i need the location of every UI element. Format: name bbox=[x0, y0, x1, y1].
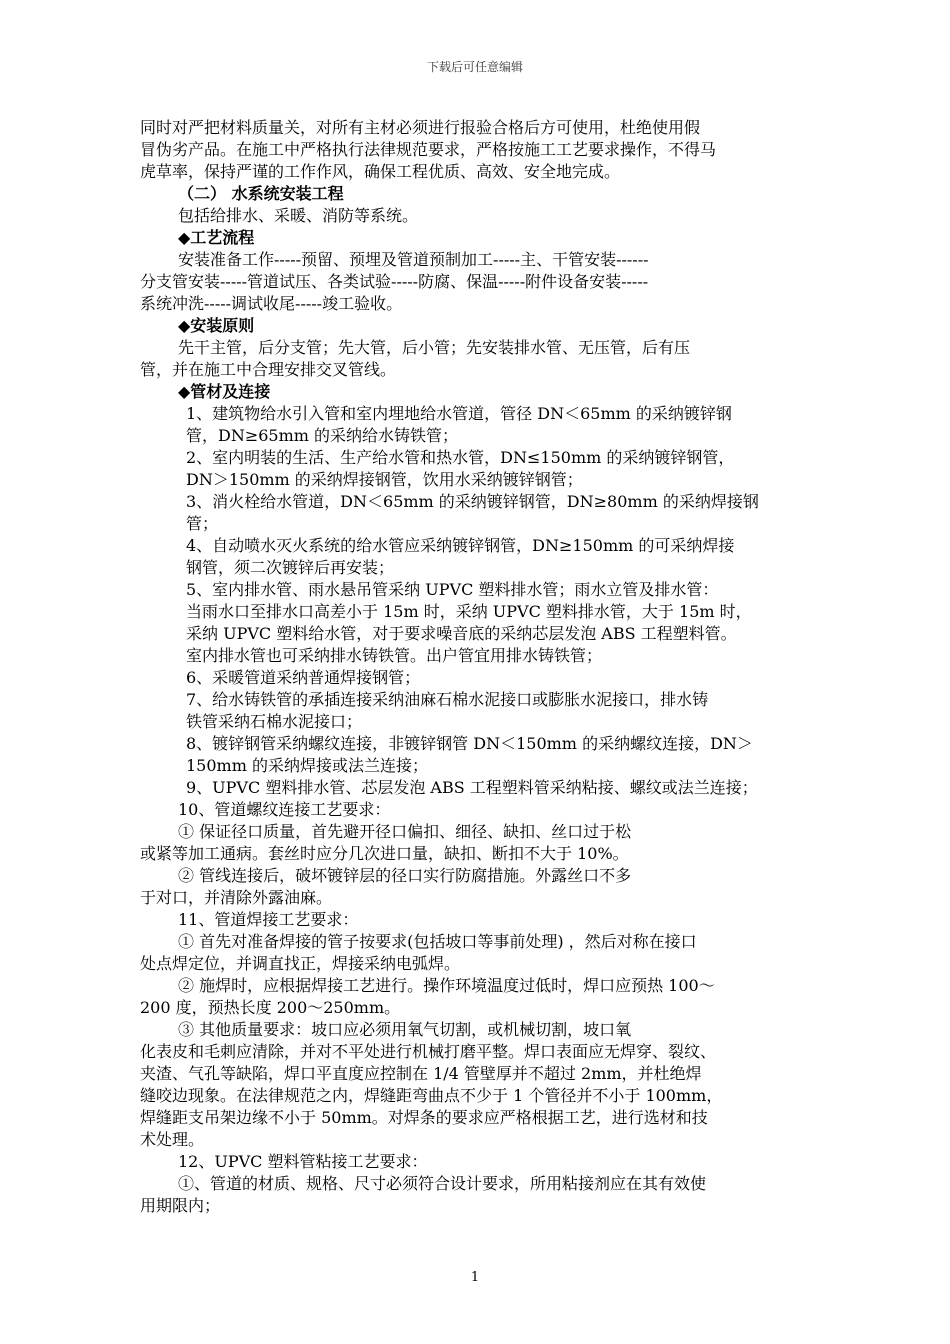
section-heading: （二） 水系统安装工程 bbox=[178, 184, 344, 203]
text-line: 焊缝距支吊架边缘不小于 50mm。对焊条的要求应严格根据工艺，进行选材和技 bbox=[140, 1108, 708, 1127]
text-line: 管； bbox=[186, 514, 219, 533]
text-line: DN＞150mm 的采纳焊接钢管，饮用水采纳镀锌钢管； bbox=[186, 470, 583, 489]
text-line: ① 首先对准备焊接的管子按要求(包括坡口等事前处理) ，然后对称在接口 bbox=[178, 932, 697, 951]
text-line: ② 施焊时，应根据焊接工艺进行。操作环境温度过低时，焊口应预热 100～ bbox=[178, 976, 715, 995]
text-line: 于对口，并清除外露油麻。 bbox=[140, 888, 333, 907]
text-line: 4、自动喷水灭火系统的给水管应采纳镀锌钢管，DN≥150mm 的可采纳焊接 bbox=[186, 536, 735, 555]
text-line: 安装准备工作-----预留、预埋及管道预制加工-----主、干管安装------ bbox=[178, 250, 649, 269]
text-line: ① 保证径口质量，首先避开径口偏扣、细径、缺扣、丝口过于松 bbox=[178, 822, 632, 841]
text-line: 用期限内； bbox=[140, 1196, 221, 1215]
text-line: 处点焊定位，并调直找正，焊接采纳电弧焊。 bbox=[140, 954, 461, 973]
page-number: 1 bbox=[470, 1270, 480, 1285]
subsection-heading: ◆管材及连接 bbox=[178, 382, 271, 401]
subsection-heading: ◆安装原则 bbox=[178, 316, 255, 335]
text-line: 1、建筑物给水引入管和室内埋地给水管道，管径 DN＜65mm 的采纳镀锌钢 bbox=[186, 404, 732, 423]
text-line: 铁管采纳石棉水泥接口； bbox=[186, 712, 363, 731]
text-line: 或紧等加工通病。套丝时应分几次进口量，缺扣、断扣不大于 10%。 bbox=[140, 844, 629, 863]
text-line: 管，并在施工中合理安排交叉管线。 bbox=[140, 360, 397, 379]
text-line: 夹渣、气孔等缺陷，焊口平直度应控制在 1/4 管壁厚并不超过 2mm，并杜绝焊 bbox=[140, 1064, 702, 1083]
text-line: 6、采暖管道采纳普通焊接钢管； bbox=[186, 668, 421, 687]
text-line: 术处理。 bbox=[140, 1130, 205, 1149]
text-line: ② 管线连接后，破坏镀锌层的径口实行防腐措施。外露丝口不多 bbox=[178, 866, 632, 885]
text-line: 3、消火栓给水管道，DN＜65mm 的采纳镀锌钢管，DN≥80mm 的采纳焊接钢 bbox=[186, 492, 759, 511]
text-line: 管，DN≥65mm 的采纳给水铸铁管； bbox=[186, 426, 459, 445]
text-line: 12、UPVC 塑料管粘接工艺要求： bbox=[178, 1152, 428, 1171]
text-line: 包括给排水、采暖、消防等系统。 bbox=[178, 206, 419, 225]
text-line: 8、镀锌钢管采纳螺纹连接，非镀锌钢管 DN＜150mm 的采纳螺纹连接，DN＞ bbox=[186, 734, 753, 753]
text-line: 9、UPVC 塑料排水管、芯层发泡 ABS 工程塑料管采纳粘接、螺纹或法兰连接； bbox=[186, 778, 758, 797]
text-line: 钢管，须二次镀锌后再安装； bbox=[186, 558, 395, 577]
subsection-heading: ◆工艺流程 bbox=[178, 228, 255, 247]
text-line: 当雨水口至排水口高差小于 15m 时，采纳 UPVC 塑料排水管，大于 15m 时， bbox=[186, 602, 752, 621]
text-line: 7、给水铸铁管的承插连接采纳油麻石棉水泥接口或膨胀水泥接口，排水铸 bbox=[186, 690, 709, 709]
text-line: 冒伪劣产品。在施工中严格执行法律规范要求，严格按施工工艺要求操作，不得马 bbox=[140, 140, 717, 159]
text-line: 化表皮和毛刺应清除，并对不平处进行机械打磨平整。焊口表面应无焊穿、裂纹、 bbox=[140, 1042, 717, 1061]
text-line: ③ 其他质量要求：坡口应必须用氧气切割，或机械切割，坡口氧 bbox=[178, 1020, 632, 1039]
text-line: 2、室内明装的生活、生产给水管和热水管，DN≤150mm 的采纳镀锌钢管， bbox=[186, 448, 735, 467]
text-line: 5、室内排水管、雨水悬吊管采纳 UPVC 塑料排水管；雨水立管及排水管： bbox=[186, 580, 719, 599]
text-line: 系统冲洗-----调试收尾-----竣工验收。 bbox=[140, 294, 403, 313]
text-line: 先干主管，后分支管；先大管，后小管；先安装排水管、无压管，后有压 bbox=[178, 338, 691, 357]
text-line: 同时对严把材料质量关，对所有主材必须进行报验合格后方可使用，杜绝使用假 bbox=[140, 118, 701, 137]
text-line: 10、管道螺纹连接工艺要求： bbox=[178, 800, 391, 819]
text-line: 11、管道焊接工艺要求： bbox=[178, 910, 359, 929]
page-header: 下载后可任意编辑 bbox=[426, 60, 523, 74]
text-line: 缝咬边现象。在法律规范之内，焊缝距弯曲点不少于 1 个管径并不小于 100mm， bbox=[140, 1086, 723, 1105]
text-line: 分支管安装-----管道试压、各类试验-----防腐、保温-----附件设备安装----- bbox=[140, 272, 649, 291]
text-line: 150mm 的采纳焊接或法兰连接； bbox=[186, 756, 428, 775]
text-line: 虎草率，保持严谨的工作作风，确保工程优质、高效、安全地完成。 bbox=[140, 162, 621, 181]
text-line: ①、管道的材质、规格、尺寸必须符合设计要求，所用粘接剂应在其有效使 bbox=[178, 1174, 707, 1193]
text-line: 采纳 UPVC 塑料给水管，对于要求噪音底的采纳芯层发泡 ABS 工程塑料管。 bbox=[186, 624, 737, 643]
text-line: 200 度，预热长度 200～250mm。 bbox=[140, 998, 401, 1017]
text-line: 室内排水管也可采纳排水铸铁管。出户管宜用排水铸铁管； bbox=[186, 646, 603, 665]
